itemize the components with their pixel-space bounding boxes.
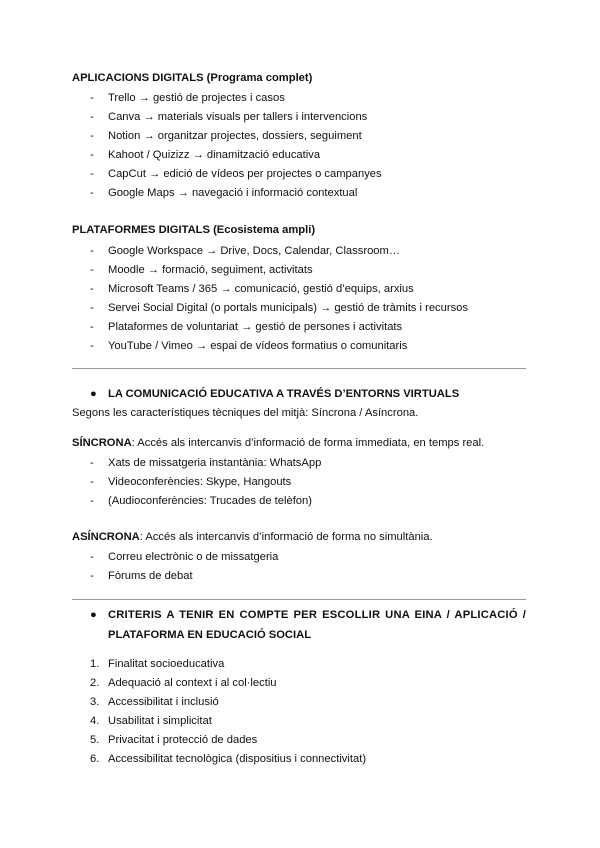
criteria-title-line1: CRITERIS A TENIR EN COMPTE PER ESCOLLIR UNA EINA / APLICACIÓ / — [108, 609, 526, 621]
list-item: - Microsoft Teams / 365 → comunicació, gestió d’equips, arxius — [90, 280, 468, 299]
communication-title: LA COMUNICACIÓ EDUCATIVA A TRAVÉS D’ENTORNS VIRTUALS — [108, 388, 460, 400]
list-item: 2. Adequació al context i al col·lectiu — [90, 677, 277, 689]
bullet-icon: ● — [90, 388, 97, 400]
async-term: ASÍNCRONA — [72, 531, 140, 543]
apps-heading: APLICACIONS DIGITALS (Programa complet) — [72, 72, 313, 84]
list-item: - Videoconferències: Skype, Hangouts — [90, 473, 321, 492]
list-item: 4. Usabilitat i simplicitat — [90, 715, 212, 727]
list-item: - Moodle → formació, seguiment, activitats — [90, 261, 468, 280]
list-item: - YouTube / Vimeo → espai de vídeos formatius o comunitaris — [90, 337, 468, 356]
list-item: - CapCut → edició de vídeos per projectes o campanyes — [90, 165, 382, 184]
list-item: - Plataformes de voluntariat → gestió de persones i activitats — [90, 318, 468, 337]
apps-list — [90, 89, 382, 203]
async-definition — [72, 531, 433, 543]
list-item: - Google Maps → navegació i informació contextual — [90, 184, 382, 203]
section-divider — [72, 368, 526, 369]
list-item: - (Audioconferències: Trucades de telèfon) — [90, 492, 321, 511]
list-item: 6. Accessibilitat tecnològica (dispositius i connectivitat) — [90, 753, 367, 765]
async-list — [90, 548, 278, 586]
communication-intro: Segons les característiques tècniques del mitjà: Síncrona / Asíncrona. — [72, 407, 419, 419]
bullet-icon: ● — [90, 609, 97, 621]
sync-definition — [72, 437, 484, 449]
criteria-title-line2: PLATAFORMA EN EDUCACIÓ SOCIAL — [108, 629, 312, 641]
list-item: - Canva → materials visuals per tallers i intervencions — [90, 108, 382, 127]
sync-list — [90, 454, 321, 511]
async-text: : Accés als intercanvis d’informació de forma no simultània. — [139, 531, 433, 543]
list-item: - Servei Social Digital (o portals municipals) → gestió de tràmits i recursos — [90, 299, 468, 318]
list-item: 3. Accessibilitat i inclusió — [90, 696, 219, 708]
sync-text: : Accés als intercanvis d’informació de forma immediata, en temps real. — [131, 437, 485, 449]
list-item: - Trello → gestió de projectes i casos — [90, 89, 382, 108]
list-item: - Google Workspace → Drive, Docs, Calendar, Classroom… — [90, 242, 468, 261]
list-item: 1. Finalitat socioeducativa — [90, 658, 225, 670]
section-divider — [72, 599, 526, 600]
criteria-list — [90, 655, 366, 769]
list-item: - Fòrums de debat — [90, 567, 278, 586]
sync-term: SÍNCRONA — [72, 437, 132, 449]
list-item: - Notion → organitzar projectes, dossiers, seguiment — [90, 127, 382, 146]
list-item: - Correu electrònic o de missatgeria — [90, 548, 278, 567]
list-item: - Xats de missatgeria instantània: WhatsApp — [90, 454, 321, 473]
platforms-list — [90, 242, 468, 356]
list-item: - Kahoot / Quizizz → dinamització educativa — [90, 146, 382, 165]
list-item: 5. Privacitat i protecció de dades — [90, 734, 258, 746]
platforms-heading: PLATAFORMES DIGITALS (Ecosistema ampli) — [72, 224, 316, 236]
